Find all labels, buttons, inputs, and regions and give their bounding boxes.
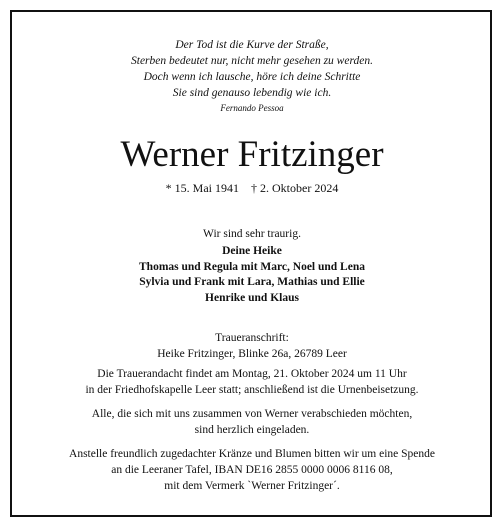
donation-line: an die Leeraner Tafel, IBAN DE16 2855 0000 0006 8116 08, [111, 464, 393, 476]
mourning-intro: Wir sind sehr traurig. [203, 228, 301, 240]
donation-line: Anstelle freundlich zugedachter Kränze und Blumen bitten wir um eine Spende [69, 448, 435, 460]
poem-author: Fernando Pessoa [220, 103, 284, 113]
service-line: in der Friedhofskapelle Leer statt; anschließend ist die Urnenbeisetzung. [85, 384, 419, 396]
donation-request [0, 446, 504, 494]
service-info [0, 366, 504, 398]
mourner-line: Henrike und Klaus [205, 291, 299, 304]
poem-line: Sterben bedeutet nur, nicht mehr gesehen zu werden. [131, 55, 373, 67]
donation-line: mit dem Vermerk `Werner Fritzinger´. [164, 480, 340, 492]
poem-block [0, 37, 504, 115]
mourner-line: Sylvia und Frank mit Lara, Mathias und Ellie [139, 276, 365, 288]
invitation-line: Alle, die sich mit uns zusammen von Werner verabschieden möchten, [91, 408, 413, 420]
poem-line: Der Tod ist die Kurve der Straße, [175, 39, 329, 51]
mourner-line: Deine Heike [222, 245, 282, 257]
address-label: Traueranschrift: [215, 332, 289, 344]
mourner-line: Thomas und Regula mit Marc, Noel und Lena [139, 260, 365, 273]
deceased-name: Werner Fritzinger [120, 134, 384, 175]
address-value: Heike Fritzinger, Blinke 26a, 26789 Leer [157, 348, 347, 360]
poem-line: Sie sind genauso lebendig wie ich. [172, 87, 332, 99]
mourners-list [0, 244, 504, 306]
poem-line: Doch wenn ich lausche, höre ich deine Schritte [143, 71, 361, 83]
invitation-line: sind herzlich eingeladen. [194, 424, 310, 436]
service-line: Die Trauerandacht findet am Montag, 21. Oktober 2024 um 11 Uhr [97, 368, 407, 380]
life-dates: * 15. Mai 1941 † 2. Oktober 2024 [165, 181, 339, 195]
mourning-address [0, 330, 504, 362]
invitation-text [0, 406, 504, 438]
